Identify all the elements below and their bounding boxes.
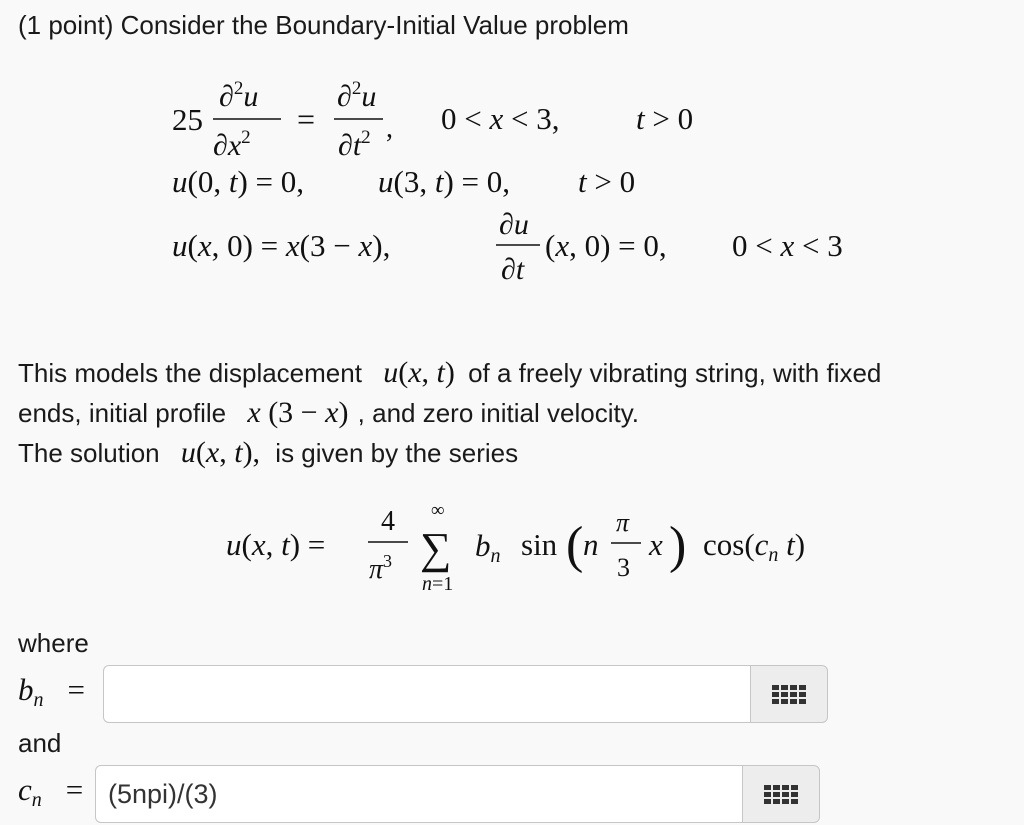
svg-text:∂x2: $\partial x^2$ xyxy=(213,127,251,162)
svg-text:sin: sin xyxy=(521,527,558,562)
series-solution xyxy=(0,490,1024,600)
svg-text:x: x xyxy=(649,527,663,562)
svg-text:(x, 0) = 0,: (x, 0) = 0, xyxy=(545,228,667,263)
svg-text:∂2u: ∂$^2$u xyxy=(337,78,377,113)
description-line-3-post: is given by the series xyxy=(275,438,519,468)
svg-text:25: 25 xyxy=(172,102,203,137)
svg-text:u(x, 0) = x(3 − x),: u(x, 0) = x(3 − x), xyxy=(172,228,391,263)
svg-text:,: , xyxy=(386,113,393,144)
inline-math-profile: x (3 − x) xyxy=(247,396,349,429)
description-line-3 xyxy=(18,436,518,470)
svg-text:(: ( xyxy=(566,517,584,574)
svg-text:∞: ∞ xyxy=(431,500,445,521)
svg-text:bn: bn xyxy=(475,528,501,567)
where-label: where xyxy=(18,628,89,658)
svg-text:∂u: ∂u xyxy=(499,208,529,241)
svg-text:π: π xyxy=(616,508,630,537)
pde-system xyxy=(0,0,1024,300)
svg-text:u(3, t) = 0,: u(3, t) = 0, xyxy=(378,164,511,199)
cn-equation-editor-button[interactable] xyxy=(742,765,820,823)
description-line-1-post: of a freely vibrating string, with fixed xyxy=(468,358,882,388)
problem-header: (1 point) Consider the Boundary-Initial Value problem xyxy=(18,10,629,40)
svg-text:∂2u: ∂$^2$u xyxy=(219,78,259,113)
bn-answer-input[interactable] xyxy=(103,665,751,723)
description-line-2 xyxy=(18,396,639,430)
cn-answer-input[interactable] xyxy=(95,765,743,823)
description-line-2-pre: ends, initial profile xyxy=(18,398,227,428)
description-line-1-pre: This models the displacement xyxy=(18,358,362,388)
svg-text:t > 0: t > 0 xyxy=(636,101,694,136)
description-line-2-post: , and zero initial velocity. xyxy=(357,398,639,428)
svg-text:=: = xyxy=(297,101,316,137)
bn-label: bn = xyxy=(18,672,85,711)
svg-text:n: n xyxy=(583,527,599,562)
description-line-3-pre: The solution xyxy=(18,438,160,468)
svg-text:∂t2: $\partial t^2$ xyxy=(338,127,371,162)
description-line-1 xyxy=(18,356,881,390)
grid-icon xyxy=(764,785,798,804)
svg-text:3: 3 xyxy=(617,553,630,582)
inline-math-u-x-t: u(x, t) xyxy=(383,356,455,389)
svg-text:π3: $\pi^3$ xyxy=(369,551,393,585)
svg-text:u(0, t) = 0,: u(0, t) = 0, xyxy=(172,164,305,199)
svg-text:4: 4 xyxy=(381,506,395,537)
svg-text:cos(cn t): cos(cn t) xyxy=(703,527,806,566)
svg-text:n=1: n=1 xyxy=(422,573,454,595)
svg-text:∂t: ∂t xyxy=(501,253,525,286)
svg-text:): ) xyxy=(669,517,687,574)
svg-text:∑: ∑ xyxy=(420,524,452,573)
svg-text:0 < x < 3: 0 < x < 3 xyxy=(732,228,843,263)
and-label: and xyxy=(18,728,62,758)
grid-icon xyxy=(772,685,806,704)
bn-equation-editor-button[interactable] xyxy=(750,665,828,723)
cn-label: cn = xyxy=(18,772,84,811)
svg-text:u(x, t) =: u(x, t) = xyxy=(226,527,326,562)
svg-text:t > 0: t > 0 xyxy=(578,164,636,199)
svg-text:0 < x < 3,: 0 < x < 3, xyxy=(441,101,560,136)
inline-math-solution: u(x, t), xyxy=(180,436,261,469)
